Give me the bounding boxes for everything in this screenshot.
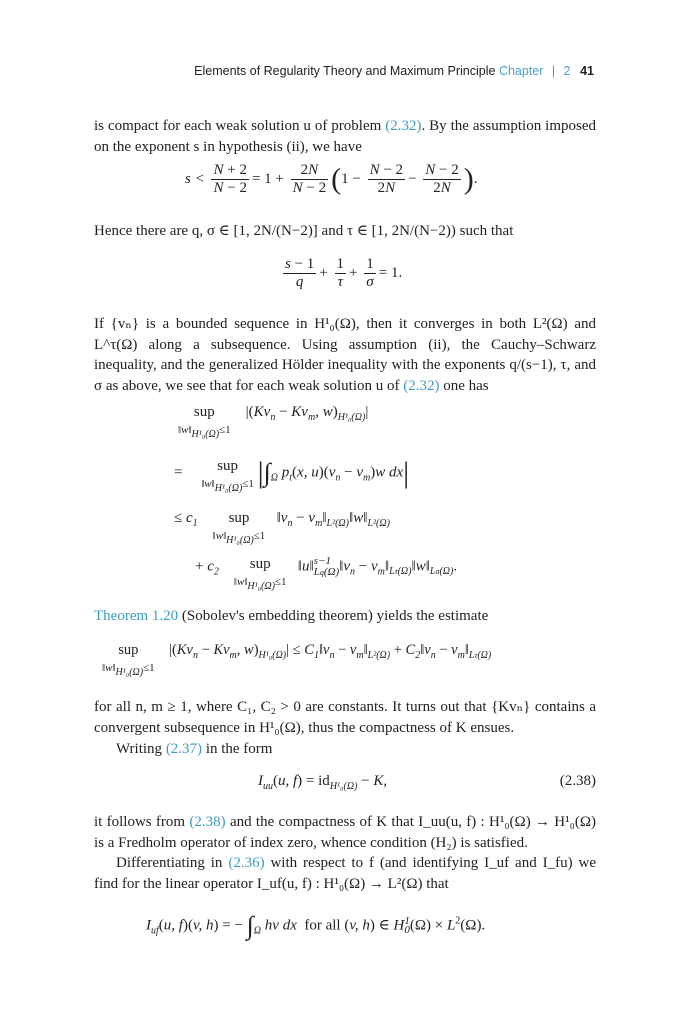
- paragraph-8-text-b: with respect to f (and identifying I_uf and I_fu) we find for the linear operator I_uf(u, f) : H¹₀(Ω) → L²(Ω) that: [94, 855, 596, 892]
- header-title: Elements of Regularity Theory and Maximum Principle: [194, 64, 496, 78]
- equation-ref-2-32[interactable]: (2.32): [385, 118, 422, 134]
- paragraph-4: [94, 606, 596, 627]
- estimate-line-3: ≤ $c_1$ sup ‖w‖H¹₀(Ω)≤1 $‖v_n$ − $v_m‖_{L^2(\Omega)}‖w‖_{L^2(\Omega)}$: [174, 510, 390, 546]
- header-separator: |: [551, 64, 556, 78]
- equation-iuf: $I_{uf}(u$, f)(v, h) = − $\int_\Omega$ hv dx for all (v, h) ∈ H1 $0(\Omega) \times L^2(\Omega)$.: [146, 911, 486, 940]
- paragraph-8-text-a: Differentiating in: [116, 855, 229, 871]
- equation-number-2-38: (2.38): [559, 773, 596, 789]
- equation-ref-2-32-second[interactable]: (2.32): [403, 377, 440, 394]
- sobolev-estimate: sup ‖w‖H¹₀(Ω)≤1 $|(Kv_n - Kv_m$, $w)_{H^1_0(\Omega)}|$ ≤ $C_1‖v_n$ − $v_m‖_{L^2(\Omega)}$ + $C_2‖v_n$ − $v_m‖_{L\tau(\Omega)}$: [102, 642, 492, 678]
- equation-2-38: $I_{uu}(u$, $f) = id_{H^1_0(\Omega)} - K$,: [258, 773, 388, 792]
- paragraph-6: [94, 739, 596, 760]
- header-chapter-label: Chapter: [498, 64, 544, 78]
- paragraph-2-text: Hence there are q, σ ∈ [1, 2N/(N−2)] and τ ∈ [1, 2N/(N−2)) such that: [94, 223, 514, 239]
- paragraph-3-text-a: If {vₙ} is a bounded sequence in H¹₀(Ω), then it converges in both L²(Ω) and L^τ(Ω) along a subsequence. Using assumption (ii), the Cauchy–Schwarz inequality, and the generalized Hölder inequality with the exponents q/(s−1), τ, and σ as above, we see that for each weak solution u of: [94, 316, 596, 394]
- paragraph-6-text-a: Writing: [116, 741, 166, 757]
- header-chapter-number: 2: [563, 64, 571, 78]
- paragraph-5: [94, 697, 596, 738]
- paragraph-1-text-a: is compact for each weak solution u of problem: [94, 118, 386, 134]
- paragraph-7: [94, 812, 596, 853]
- running-header: [94, 64, 594, 78]
- estimate-line-4: + $c_2$ sup ‖w‖H¹₀(Ω)≤1 ‖u‖s−1 $Lq(\Omega)‖v_n$ − $v_m‖_{L\tau(\Omega)}‖w‖_{L\sigma(\Omega)}$.: [195, 555, 458, 592]
- paragraph-2: [94, 221, 596, 242]
- paragraph-7-text-b: and the compactness of K that I_uu(u, f) : H¹₀(Ω) → H¹₀(Ω) is a Fredholm operator of index zero, whence condition (H₂) is satisfied.: [94, 814, 596, 851]
- paragraph-3-text-b: one has: [439, 377, 489, 394]
- paragraph-7-text-a: it follows from: [94, 814, 190, 830]
- paragraph-6-text-b: in the form: [202, 741, 273, 757]
- paragraph-1-text-b: . By the assumption imposed on the exponent s in hypothesis (ii), we have: [94, 118, 596, 155]
- paragraph-4-text: (Sobolev's embedding theorem) yields the estimate: [178, 608, 489, 624]
- equation-ref-2-37[interactable]: (2.37): [165, 741, 203, 757]
- estimate-line-1: sup ‖w‖H¹₀(Ω)≤1 $|(Kv_n - Kv_m$, $w)_{H^1_0(\Omega)}|$: [178, 404, 369, 440]
- estimate-line-2: = sup ‖w‖H¹₀(Ω)≤1 $|\int_\Omega$ $p_t(x$, $u)(v_n - v_m)w$ dx|: [174, 456, 410, 494]
- equation-ref-2-38[interactable]: (2.38): [189, 814, 226, 830]
- equation-exponents: $\frac{s - 1}{q}$ + $\frac{1}{\tau}$ + $\frac{1}{\sigma}$ = 1.: [285, 256, 403, 290]
- paragraph-5-text: for all n, m ≥ 1, where C₁, C₂ > 0 are constants. It turns out that {Kvₙ} contains a convergent subsequence in H¹₀(Ω), thus the compactness of K ensues.: [94, 699, 596, 736]
- page-number: 41: [580, 64, 594, 78]
- paragraph-8: [94, 853, 596, 894]
- paragraph-3: [94, 314, 596, 396]
- paragraph-1: [94, 116, 596, 157]
- equation-s-bound: s < $\frac{N + 2}{N - 2}$ = 1 + $\frac{2N}{N - 2}$ (1 − $\frac{N - 2}{2N}$ − $\frac{N - 2}{2N}$ ).: [185, 162, 478, 196]
- theorem-ref-1-20[interactable]: Theorem 1.20: [94, 608, 179, 624]
- equation-ref-2-36[interactable]: (2.36): [228, 855, 265, 871]
